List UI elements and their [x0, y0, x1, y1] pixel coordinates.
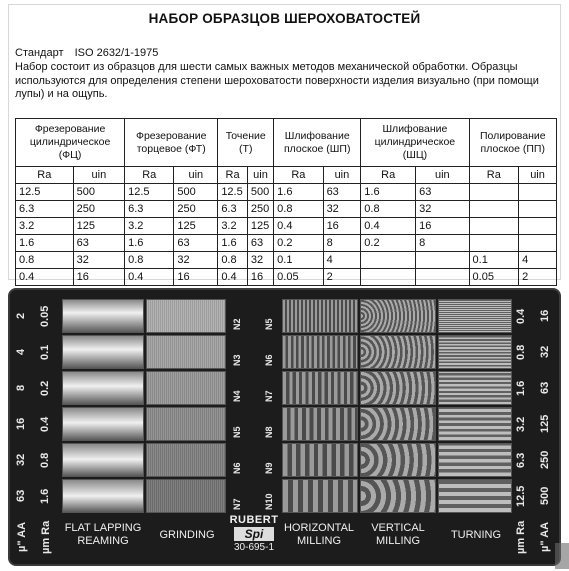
table-cell: 0.8: [361, 201, 416, 218]
unit-uin: uin: [174, 167, 218, 184]
right-ra-value: 3.2: [515, 416, 527, 432]
table-cell: 0.8: [125, 252, 174, 269]
n-label: N3: [232, 354, 242, 366]
right-uin-value: 125: [539, 414, 551, 434]
table-cell: 0.1: [469, 252, 519, 269]
roughness-sample: [146, 407, 226, 441]
right-uin-value: 16: [539, 309, 551, 323]
roughness-sample: [62, 443, 144, 477]
model-number: 30-695-1: [233, 542, 275, 553]
roughness-sample: [146, 443, 226, 477]
table-body: [16, 184, 557, 286]
roughness-sample: [360, 479, 436, 513]
table-cell: 125: [73, 218, 124, 235]
right-ra-value: 1.6: [515, 380, 527, 396]
unit-uin: uin: [519, 167, 557, 184]
table-cell: 500: [247, 184, 273, 201]
table-cell: 16: [174, 269, 218, 286]
sheet-title: НАБОР ОБРАЗЦОВ ШЕРОХОВАТОСТЕЙ: [148, 11, 421, 26]
roughness-sample: [146, 371, 226, 405]
caption-reaming: REAMING: [77, 535, 129, 547]
table-cell: 125: [247, 218, 273, 235]
table-cell: 0.4: [361, 218, 416, 235]
caption-milling: MILLING: [375, 535, 420, 547]
table-cell: 6.3: [16, 201, 74, 218]
brand-block: [228, 514, 280, 553]
roughness-sample: [360, 299, 436, 333]
roughness-sample: [62, 299, 144, 333]
roughness-sample: [360, 371, 436, 405]
roughness-sample: [62, 479, 144, 513]
table-cell: 4: [519, 252, 557, 269]
unit-ra: Ra: [274, 167, 323, 184]
standard-label: Стандарт: [15, 47, 64, 59]
table-cell: 63: [73, 235, 124, 252]
table-cell: 32: [73, 252, 124, 269]
caption-flat-lapping-reaming: [60, 522, 146, 548]
table-cell: [519, 218, 557, 235]
table-cell: [469, 235, 519, 252]
n-label: N6: [264, 354, 274, 366]
right-uin-value: 250: [539, 450, 551, 470]
table-cell: [519, 201, 557, 218]
right-ra-value: 12.5: [515, 485, 527, 507]
table-cell: 1.6: [274, 184, 323, 201]
table-cell: 3.2: [218, 218, 248, 235]
table-cell: 16: [416, 218, 469, 235]
header-t: Точение (Т): [218, 119, 274, 167]
header-ft: Фрезерование торцевое (ФТ): [125, 119, 218, 167]
caption-grinding: GRINDING: [159, 529, 215, 541]
roughness-sample: [438, 371, 512, 405]
roughness-sample-plate: [8, 288, 561, 566]
description: Набор состоит из образцов для шести самых важных методов механической обработки. Образцы используются для определения степени шероховатости поверхности изделия визуально (при помощи лупы) и на ощупь.: [15, 61, 539, 100]
table-cell: 0.4: [125, 269, 174, 286]
caption-horizontal: HORIZONTAL: [283, 522, 355, 534]
table-cell: 32: [174, 252, 218, 269]
brand-name: RUBERT: [229, 514, 279, 526]
n-label: N2: [232, 318, 242, 330]
caption-horizontal-milling: [280, 522, 358, 548]
table-header-row: [16, 119, 557, 167]
table-cell: 8: [416, 235, 469, 252]
table-row: [16, 269, 557, 286]
table-cell: [519, 184, 557, 201]
table-cell: 3.2: [16, 218, 74, 235]
table-cell: [361, 252, 416, 269]
n-label: N10: [264, 493, 274, 510]
roughness-sample: [282, 335, 358, 369]
table-row: [16, 184, 557, 201]
left-ra-value: 0.2: [39, 380, 51, 396]
header-shc: Шлифование цилиндрическое (ШЦ): [361, 119, 469, 167]
roughness-table: [15, 118, 557, 286]
table-cell: 1.6: [361, 184, 416, 201]
left-ra-value: 0.4: [39, 416, 51, 432]
header-shp: Шлифование плоское (ШП): [274, 119, 361, 167]
left-ra-value: 0.1: [39, 344, 51, 360]
table-cell: 0.8: [218, 252, 248, 269]
table-cell: 32: [416, 201, 469, 218]
table-cell: [416, 269, 469, 286]
caption-milling: MILLING: [296, 535, 341, 547]
n-label: N7: [232, 498, 242, 510]
table-cell: 63: [323, 184, 361, 201]
roughness-sample: [146, 479, 226, 513]
roughness-sample: [438, 443, 512, 477]
table-row: [16, 201, 557, 218]
n-label: N6: [232, 462, 242, 474]
table-cell: 1.6: [218, 235, 248, 252]
table-cell: 3.2: [125, 218, 174, 235]
table-cell: 250: [73, 201, 124, 218]
left-ra-value: 0.05: [39, 305, 51, 327]
caption-turning: TURNING: [450, 529, 502, 541]
table-cell: 6.3: [218, 201, 248, 218]
table-cell: 1.6: [125, 235, 174, 252]
table-cell: 12.5: [125, 184, 174, 201]
roughness-sample: [438, 407, 512, 441]
n-label: N5: [232, 426, 242, 438]
roughness-sample: [62, 407, 144, 441]
roughness-sample: [282, 443, 358, 477]
right-unit-ra: µm Ra: [515, 520, 527, 554]
unit-uin: uin: [416, 167, 469, 184]
corner-mark: [555, 543, 569, 569]
table-cell: 500: [73, 184, 124, 201]
unit-uin: uin: [247, 167, 273, 184]
roughness-sample: [146, 335, 226, 369]
standard-value: ISO 2632/1-1975: [74, 47, 159, 59]
unit-uin: uin: [73, 167, 124, 184]
table-cell: 125: [174, 218, 218, 235]
table-cell: 0.05: [469, 269, 519, 286]
right-uin-value: 63: [539, 381, 551, 395]
table-cell: 16: [247, 269, 273, 286]
header-pp: Полирование плоское (ПП): [469, 119, 556, 167]
right-ra-value: 0.8: [515, 344, 527, 360]
table-cell: 32: [247, 252, 273, 269]
caption-vertical: VERTICAL: [371, 522, 425, 534]
table-cell: 1.6: [16, 235, 74, 252]
table-cell: 6.3: [125, 201, 174, 218]
table-cell: 0.4: [16, 269, 74, 286]
unit-ra: Ra: [469, 167, 519, 184]
caption-flat-lapping: FLAT LAPPING: [64, 522, 142, 534]
roughness-sample: [62, 335, 144, 369]
left-uin-value: 8: [15, 384, 27, 392]
brand-sub: Spi: [234, 527, 274, 541]
roughness-sample: [438, 299, 512, 333]
table-cell: 63: [416, 184, 469, 201]
right-unit-uin: µ" AA: [539, 521, 551, 553]
standard-line: [15, 47, 166, 59]
table-cell: 0.8: [274, 201, 323, 218]
right-uin-value: 32: [539, 345, 551, 359]
table-unit-row: [16, 167, 557, 184]
table-cell: 2: [519, 269, 557, 286]
left-uin-value: 2: [15, 312, 27, 320]
n-label: N8: [264, 426, 274, 438]
table-cell: 32: [323, 201, 361, 218]
roughness-sample: [438, 335, 512, 369]
table-cell: 12.5: [16, 184, 74, 201]
right-uin-value: 500: [539, 486, 551, 506]
table-cell: 16: [323, 218, 361, 235]
roughness-sample: [360, 443, 436, 477]
table-cell: 250: [174, 201, 218, 218]
table-cell: 0.4: [274, 218, 323, 235]
unit-uin: uin: [323, 167, 361, 184]
n-label: N5: [264, 318, 274, 330]
table-row: [16, 252, 557, 269]
specification-sheet: [8, 4, 561, 283]
left-unit-uin: µ" AA: [16, 521, 28, 553]
table-cell: 0.2: [361, 235, 416, 252]
table-cell: 0.4: [218, 269, 248, 286]
table-cell: 500: [174, 184, 218, 201]
caption-vertical-milling: [360, 522, 436, 548]
left-uin-value: 16: [15, 417, 27, 431]
unit-ra: Ra: [125, 167, 174, 184]
left-uin-value: 32: [15, 453, 27, 467]
n-label: N4: [232, 390, 242, 402]
left-ra-value: 0.8: [39, 452, 51, 468]
n-label: N7: [264, 390, 274, 402]
roughness-sample: [360, 335, 436, 369]
table-cell: [469, 218, 519, 235]
table-cell: 4: [323, 252, 361, 269]
left-ra-value: 1.6: [39, 488, 51, 504]
table-cell: 250: [247, 201, 273, 218]
roughness-sample: [282, 407, 358, 441]
table-cell: 0.8: [16, 252, 74, 269]
n-label: N9: [264, 462, 274, 474]
right-ra-value: 0.4: [515, 308, 527, 324]
left-uin-value: 63: [15, 489, 27, 503]
header-fc: Фрезерование цилиндрическое (ФЦ): [16, 119, 125, 167]
unit-ra: Ra: [361, 167, 416, 184]
table-row: [16, 218, 557, 235]
table-cell: [469, 184, 519, 201]
roughness-sample: [282, 299, 358, 333]
table-cell: 0.05: [274, 269, 323, 286]
roughness-sample: [282, 371, 358, 405]
table-cell: 63: [247, 235, 273, 252]
unit-ra: Ra: [16, 167, 74, 184]
left-uin-value: 4: [15, 348, 27, 356]
right-ra-value: 6.3: [515, 452, 527, 468]
table-cell: 2: [323, 269, 361, 286]
table-cell: 63: [174, 235, 218, 252]
left-unit-ra: µm Ra: [40, 520, 52, 554]
roughness-sample: [282, 479, 358, 513]
unit-ra: Ra: [218, 167, 248, 184]
roughness-sample: [438, 479, 512, 513]
roughness-sample: [360, 407, 436, 441]
table-row: [16, 235, 557, 252]
table-cell: 16: [73, 269, 124, 286]
roughness-sample: [62, 371, 144, 405]
table-cell: [361, 269, 416, 286]
table-cell: 0.1: [274, 252, 323, 269]
roughness-sample: [146, 299, 226, 333]
table-cell: [469, 201, 519, 218]
table-cell: 0.2: [274, 235, 323, 252]
table-cell: 8: [323, 235, 361, 252]
table-cell: [519, 235, 557, 252]
table-cell: [416, 252, 469, 269]
table-cell: 12.5: [218, 184, 248, 201]
